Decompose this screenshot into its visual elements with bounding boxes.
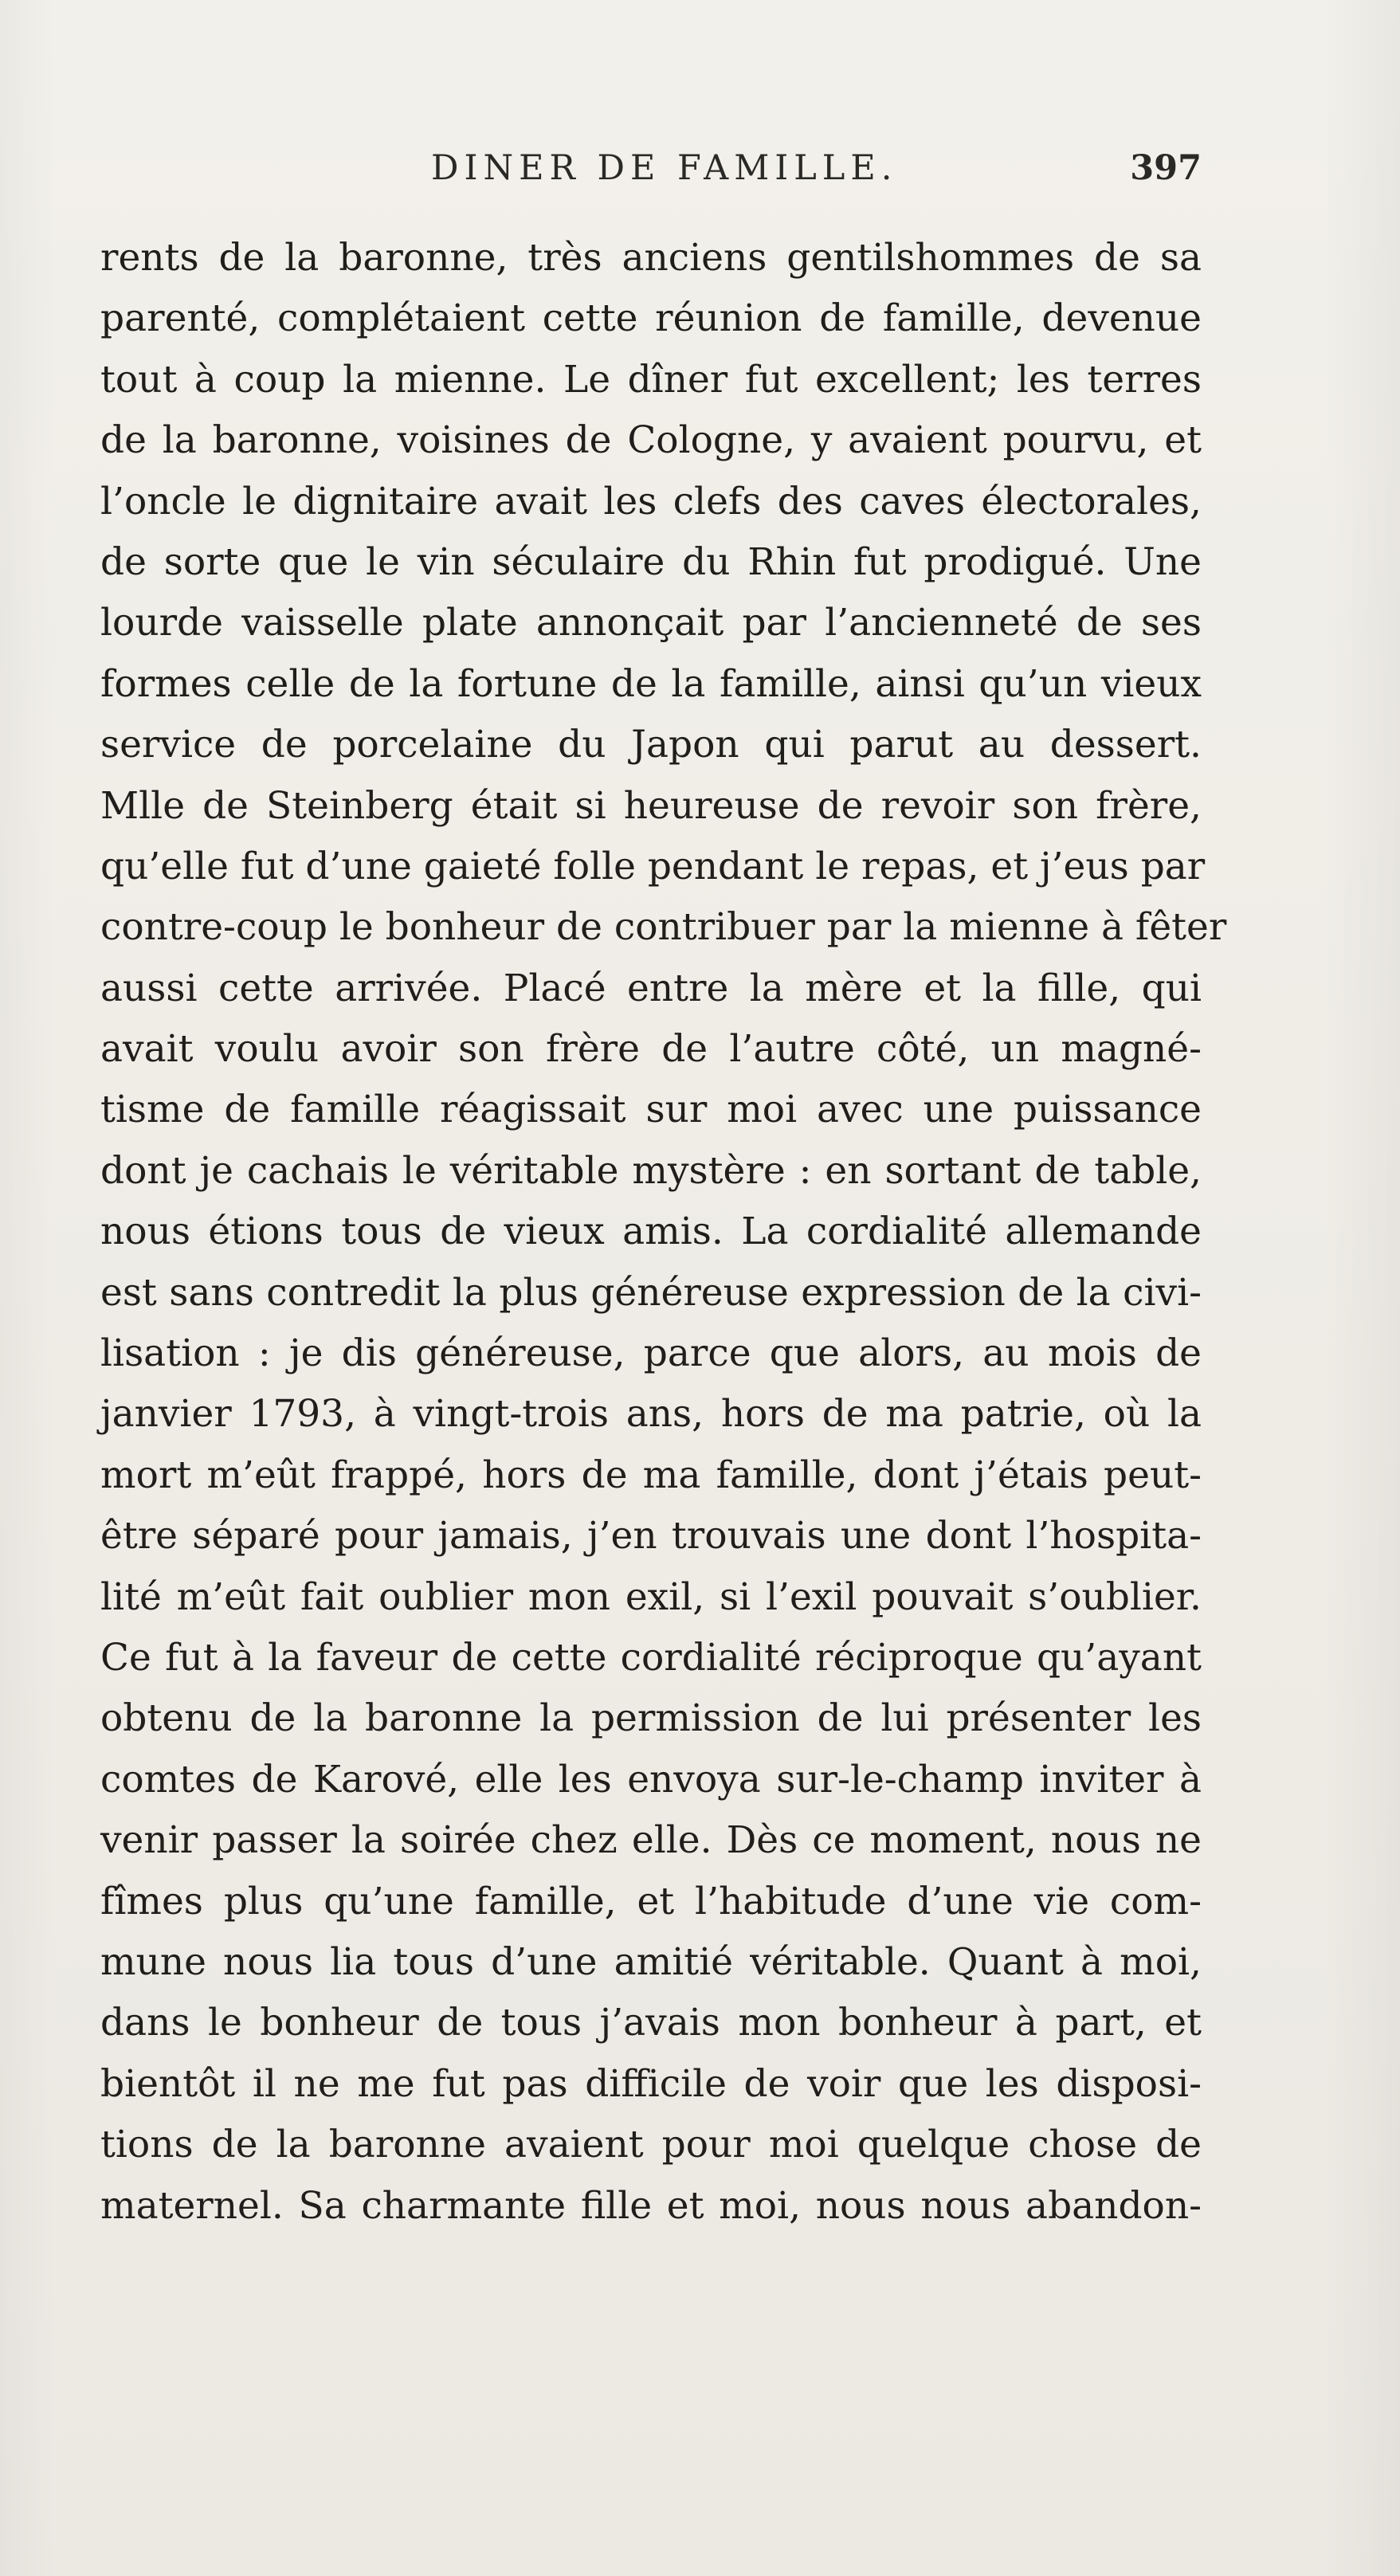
text-line: lourde vaisselle plate annonçait par l’ancienneté de ses <box>100 601 1202 645</box>
text-line: dont je cachais le véritable mystère : en sortant de table, <box>100 1148 1202 1193</box>
text-line: mort m’eût frappé, hors de ma famille, dont j’étais peut- <box>100 1453 1202 1497</box>
text-line: aussi cette arrivée. Placé entre la mère et la fille, qui <box>100 966 1202 1010</box>
text-line: lisation : je dis généreuse, parce que alors, au mois de <box>100 1331 1202 1376</box>
running-title: DINER DE FAMILLE. <box>431 148 898 188</box>
text-line: tout à coup la mienne. Le dîner fut excellent; les terres <box>100 357 1202 402</box>
body-text <box>100 228 1227 2237</box>
text-line: mune nous lia tous d’une amitié véritable. Quant à moi, <box>100 1939 1202 1984</box>
text-line: rents de la baronne, très anciens gentilshommes de sa <box>100 236 1202 280</box>
text-line: fîmes plus qu’une famille, et l’habitude d’une vie com- <box>100 1879 1202 1923</box>
text-line: dans le bonheur de tous j’avais mon bonheur à part, et <box>100 2001 1202 2045</box>
text-line: tions de la baronne avaient pour moi quelque chose de <box>100 2123 1202 2167</box>
text-line: de sorte que le vin séculaire du Rhin fut prodigué. Une <box>100 539 1202 584</box>
text-line: avait voulu avoir son frère de l’autre côté, un magné- <box>100 1027 1202 1072</box>
page-header <box>100 148 1202 204</box>
text-line: maternel. Sa charmante fille et moi, nous nous abandon- <box>100 2183 1202 2228</box>
text-line: bientôt il ne me fut pas difficile de voir que les disposi- <box>100 2061 1202 2106</box>
text-line: venir passer la soirée chez elle. Dès ce moment, nous ne <box>100 1818 1202 1863</box>
text-line: tisme de famille réagissait sur moi avec une puissance <box>100 1088 1202 1132</box>
text-line: service de porcelaine du Japon qui parut au dessert. <box>100 723 1202 767</box>
text-line: l’oncle le dignitaire avait les clefs des caves électorales, <box>100 479 1202 523</box>
text-line: lité m’eût fait oublier mon exil, si l’exil pouvait s’oublier. <box>100 1574 1202 1619</box>
text-line: Ce fut à la faveur de cette cordialité réciproque qu’ayant <box>100 1635 1202 1680</box>
text-line: comtes de Karové, elle les envoya sur-le-champ inviter à <box>100 1757 1202 1802</box>
text-line: être séparé pour jamais, j’en trouvais une dont l’hospita- <box>100 1514 1202 1559</box>
text-line: nous étions tous de vieux amis. La cordialité allemande <box>100 1210 1202 1254</box>
text-line: formes celle de la fortune de la famille, ainsi qu’un vieux <box>100 661 1202 706</box>
text-line: contre-coup le bonheur de contribuer par la mienne à fêter <box>100 905 1227 950</box>
page-number: 397 <box>1130 148 1202 188</box>
text-line: parenté, complétaient cette réunion de famille, devenue <box>100 296 1202 341</box>
text-line: janvier 1793, à vingt-trois ans, hors de ma patrie, où la <box>100 1392 1202 1437</box>
text-line: qu’elle fut d’une gaieté folle pendant le repas, et j’eus par <box>100 844 1206 888</box>
text-line: de la baronne, voisines de Cologne, y avaient pourvu, et <box>100 418 1202 463</box>
text-line: obtenu de la baronne la permission de lui présenter les <box>100 1696 1202 1741</box>
text-line: est sans contredit la plus généreuse expression de la civi- <box>100 1270 1202 1315</box>
text-line: Mlle de Steinberg était si heureuse de revoir son frère, <box>100 783 1202 828</box>
